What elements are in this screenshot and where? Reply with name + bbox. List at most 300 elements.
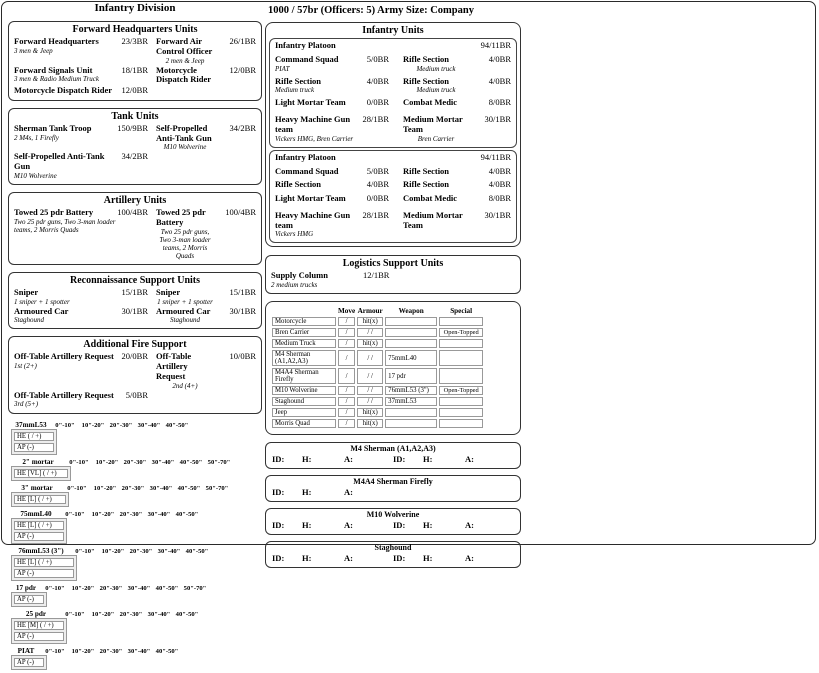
- unit-entry: [275, 55, 359, 73]
- unit-entry: [275, 194, 359, 204]
- vehicle-name-cell: Jeep: [272, 408, 336, 417]
- unit-name: Towed 25 pdr Battery: [14, 207, 94, 218]
- id-label: ID:: [272, 487, 285, 498]
- vehicle-name-cell: M4A4 Sherman Firefly: [272, 368, 336, 384]
- section-title: Reconnaissance Support Units: [69, 274, 201, 286]
- unit-name: Command Squad: [275, 165, 339, 176]
- vehicle-name-cell: M10 Wolverine: [272, 386, 336, 395]
- unit-subtitle: 3 men & Radio Medium Truck: [14, 75, 99, 84]
- unit-section-box: [8, 272, 262, 330]
- range-band-label: 20"-30": [123, 458, 147, 466]
- unit-entry: [148, 37, 214, 65]
- weapon-row: [14, 632, 64, 641]
- range-band-label: 40"-50": [177, 484, 201, 492]
- unit-entry: [271, 271, 363, 289]
- unit-cost: 23/3BR: [121, 36, 148, 46]
- id-field-set[interactable]: [272, 553, 393, 563]
- vehicle-name-cell: Medium Truck: [272, 339, 336, 348]
- unit-row: [14, 352, 256, 389]
- ammo-type-label: AP (-): [14, 595, 44, 604]
- hits-label: H:: [423, 553, 433, 564]
- vehicle-card-title: M10 Wolverine: [366, 510, 420, 520]
- unit-subtitle: PIAT: [275, 64, 290, 73]
- unit-row: [275, 180, 511, 190]
- platoon-box: [269, 38, 517, 148]
- unit-row: [14, 288, 256, 306]
- ammo-type-label: AP (-): [14, 532, 64, 541]
- range-band-label: 10"-20": [81, 421, 105, 429]
- id-label: ID:: [393, 553, 406, 564]
- vehicle-record-card: [265, 541, 521, 568]
- logistics-box: [265, 255, 521, 294]
- unit-name: Self-Propelled Anti-Tank Gun: [156, 122, 212, 143]
- move-cell[interactable]: /: [338, 317, 355, 326]
- special-cell: [439, 368, 483, 384]
- unit-section-box: [8, 336, 262, 413]
- unit-cost: 5/0BR: [366, 165, 389, 176]
- unit-name: Sniper: [156, 286, 181, 297]
- unit-subtitle: Vickers HMG, Bren Carrier: [275, 134, 354, 143]
- vehicle-record-card: [265, 442, 521, 469]
- weapon-bands: [65, 459, 233, 466]
- ammo-type-label: AP (-): [14, 569, 74, 578]
- weapon-header: [11, 584, 262, 592]
- vehicle-row: [272, 408, 483, 417]
- range-band-label: 0"-10": [65, 610, 85, 618]
- weapon-header: [11, 458, 262, 466]
- weapon-cell[interactable]: [385, 317, 437, 326]
- move-cell[interactable]: /: [338, 408, 355, 417]
- vehicle-name-cell: Staghound: [272, 397, 336, 406]
- platoon-header: [275, 41, 511, 51]
- weapon-cell[interactable]: [385, 339, 437, 348]
- unit-name: Rifle Section: [403, 179, 450, 190]
- unit-row: [275, 77, 511, 95]
- range-band-label: 40"-50": [175, 610, 199, 618]
- range-band-label: 30"-40": [127, 584, 151, 592]
- platoon-name: Infantry Platoon: [275, 151, 336, 162]
- range-band-label: 40"-50": [175, 510, 199, 518]
- range-band-label: 30"-40": [151, 458, 175, 466]
- weapon-bands: [71, 548, 211, 555]
- army-summary: 1000 / 57br (Officers: 5) Army Size: Company: [268, 5, 474, 16]
- special-cell: [439, 339, 483, 348]
- ammo-type-label: HE [M] ( / +): [14, 621, 64, 630]
- unit-cost: 30/1BR: [229, 305, 256, 316]
- column-header: Armour: [357, 306, 383, 315]
- unit-row: [14, 307, 256, 325]
- unit-entry: [148, 208, 214, 260]
- unit-name: Armoured Car: [14, 305, 69, 316]
- weapon-cell[interactable]: 76mmL53 (3"): [385, 386, 437, 395]
- vehicle-card-fields: [272, 520, 514, 530]
- weapon-row: [14, 595, 44, 604]
- weapon-row: [14, 469, 68, 478]
- special-cell: [439, 419, 483, 428]
- ammo-type-label: HE [L] ( / +): [14, 558, 74, 567]
- id-field-set[interactable]: [272, 487, 393, 497]
- id-field-set[interactable]: [272, 520, 393, 530]
- range-band-label: 0"-10": [75, 547, 95, 555]
- unit-cost: 4/0BR: [488, 179, 511, 190]
- unit-entry: [14, 307, 116, 325]
- unit-name: Off-Table Artillery Request: [14, 351, 114, 362]
- range-band-label: 0"-10": [69, 458, 89, 466]
- unit-name: Rifle Section: [403, 53, 450, 64]
- column-header: Move: [338, 306, 356, 315]
- section-rows: [14, 37, 256, 96]
- unit-name: Off-Table Artillery Request: [14, 389, 114, 400]
- unit-name: Light Mortar Team: [275, 97, 346, 108]
- vehicle-row: [272, 350, 483, 366]
- special-cell: [439, 397, 483, 406]
- unit-cost: 8/0BR: [488, 97, 511, 108]
- range-band-label: 40"-50": [185, 547, 209, 555]
- unit-entry: [14, 37, 116, 55]
- unit-entry: [148, 288, 214, 306]
- move-cell[interactable]: /: [338, 339, 355, 348]
- weapon-block: [11, 510, 262, 544]
- armour-cell[interactable]: / /: [357, 350, 383, 366]
- armour-cell[interactable]: / /: [357, 397, 383, 406]
- unit-cost: 0/0BR: [366, 97, 389, 108]
- unit-name: Forward Signals Unit: [14, 64, 93, 75]
- unit-name: Forward Headquarters: [14, 36, 99, 46]
- weapon-cell[interactable]: 17 pdr: [385, 368, 437, 384]
- division-title: Infantry Division: [94, 2, 176, 14]
- weapon-row: [14, 658, 44, 667]
- unit-name: Heavy Machine Gun team: [275, 209, 351, 230]
- unit-name: Sherman Tank Troop: [14, 122, 92, 133]
- weapon-fill-table: [11, 592, 47, 607]
- range-band-label: 30"-40": [147, 510, 171, 518]
- unit-entry: [148, 307, 214, 325]
- weapon-row: [14, 432, 54, 441]
- range-band-label: 0"-10": [45, 584, 65, 592]
- range-band-label: 30"-40": [157, 547, 181, 555]
- unit-name: Motorcycle Dispatch Rider: [14, 85, 113, 96]
- section-rows: [14, 124, 256, 180]
- armour-cell[interactable]: / /: [357, 386, 383, 395]
- unit-subtitle: Staghound: [14, 316, 44, 325]
- unit-row: [14, 86, 256, 96]
- header-spacer: [272, 306, 336, 315]
- range-band-label: 50"-70": [205, 484, 229, 492]
- vehicle-card-title: M4A4 Sherman Firefly: [353, 477, 433, 487]
- unit-entry: [14, 208, 116, 234]
- vehicle-record-card: [265, 508, 521, 535]
- unit-subtitle: 1 sniper + 1 spotter: [14, 297, 70, 306]
- weapon-name: PIAT: [17, 646, 35, 655]
- platoon-cost: 94/11BR: [480, 151, 511, 162]
- activation-label: A:: [465, 520, 474, 531]
- unit-row: [14, 124, 256, 152]
- range-band-label: 20"-30": [129, 547, 153, 555]
- range-band-label: 10"-20": [101, 547, 125, 555]
- section-title: Artillery Units: [103, 195, 167, 207]
- weapon-bands: [63, 485, 231, 492]
- weapon-block: [11, 421, 262, 455]
- id-field-set[interactable]: [272, 454, 393, 464]
- ammo-type-label: AP (-): [14, 443, 54, 452]
- armour-cell[interactable]: hit(x): [357, 419, 383, 428]
- unit-name: Combat Medic: [403, 193, 458, 204]
- vehicle-record-card: [265, 475, 521, 502]
- unit-row: [275, 211, 511, 239]
- weapon-block: [11, 458, 262, 481]
- unit-entry: [389, 115, 469, 143]
- weapon-header: [11, 647, 262, 655]
- range-band-label: 30"-40": [147, 610, 171, 618]
- range-band-label: 30"-40": [137, 421, 161, 429]
- unit-name: Light Mortar Team: [275, 193, 346, 204]
- vehicle-card-title: Staghound: [374, 543, 412, 553]
- range-band-label: 20"-30": [99, 584, 123, 592]
- unit-cost: 100/4BR: [117, 207, 148, 218]
- weapon-fill-table: [11, 655, 47, 670]
- id-label: ID:: [393, 520, 406, 531]
- weapon-cell[interactable]: 37mmL53: [385, 397, 437, 406]
- special-cell: Open-Topped: [439, 328, 483, 337]
- unit-subtitle: 3rd (5+): [14, 400, 39, 409]
- weapon-name: 75mmL40: [20, 509, 52, 518]
- armour-cell[interactable]: hit(x): [357, 408, 383, 417]
- range-band-label: 20"-30": [119, 610, 143, 618]
- vehicle-row: [272, 317, 483, 326]
- vehicle-row: [272, 397, 483, 406]
- unit-cost: 30/1BR: [484, 209, 511, 220]
- move-cell[interactable]: /: [338, 419, 355, 428]
- range-band-label: 30"-40": [149, 484, 173, 492]
- vehicle-card-fields: [272, 487, 514, 497]
- weapon-row: [14, 621, 64, 630]
- unit-row: [14, 37, 256, 65]
- vehicle-name-cell: Bren Carrier: [272, 328, 336, 337]
- section-rows: [14, 208, 256, 260]
- unit-cost: 4/0BR: [488, 75, 511, 86]
- special-cell: [439, 408, 483, 417]
- weapon-row: [14, 521, 64, 530]
- unit-entry: [389, 180, 469, 190]
- armour-cell[interactable]: / /: [357, 368, 383, 384]
- unit-section-box: [8, 21, 262, 101]
- unit-cost: 34/2BR: [121, 151, 148, 162]
- hits-label: H:: [423, 520, 433, 531]
- range-band-label: 10"-20": [93, 484, 117, 492]
- range-band-label: 10"-20": [71, 647, 95, 655]
- unit-entry: [275, 115, 359, 143]
- weapon-block: [11, 547, 262, 581]
- unit-cost: 12/0BR: [229, 64, 256, 75]
- unit-entry: [14, 86, 116, 96]
- activation-label: A:: [344, 487, 353, 498]
- unit-subtitle: 1st (2+): [14, 362, 37, 371]
- unit-row: [271, 271, 515, 289]
- platoon-rows: [275, 55, 511, 143]
- weapon-range-tables: [8, 421, 262, 670]
- vehicle-row: [272, 386, 483, 395]
- armour-cell[interactable]: hit(x): [357, 339, 383, 348]
- unit-cost: 150/9BR: [117, 122, 148, 133]
- unit-cost: 5/0BR: [366, 53, 389, 64]
- unit-entry: [275, 211, 359, 239]
- unit-name: Heavy Machine Gun team: [275, 114, 351, 134]
- section-title: Tank Units: [111, 110, 159, 122]
- left-column: [8, 2, 262, 673]
- move-cell[interactable]: /: [338, 328, 355, 337]
- unit-entry: [275, 77, 359, 95]
- weapon-row: [14, 443, 54, 452]
- weapon-name: 37mmL53: [15, 420, 47, 429]
- weapon-name: 2" mortar: [22, 457, 54, 466]
- ammo-type-label: AP (-): [14, 658, 44, 667]
- unit-entry: [389, 211, 469, 231]
- unit-entry: [275, 167, 359, 177]
- unit-name: Medium Mortar Team: [403, 114, 463, 134]
- range-band-label: 40"-50": [165, 421, 189, 429]
- ammo-type-label: HE [L] ( / +): [14, 521, 64, 530]
- column-header: Special: [450, 306, 473, 315]
- armour-cell[interactable]: / /: [357, 328, 383, 337]
- unit-cost: 20/0BR: [121, 351, 148, 362]
- weapon-cell[interactable]: [385, 408, 437, 417]
- unit-cost: 100/4BR: [225, 207, 256, 218]
- range-band-label: 50"-70": [183, 584, 207, 592]
- armour-cell[interactable]: hit(x): [357, 317, 383, 326]
- id-label: ID:: [272, 520, 285, 531]
- unit-row: [275, 55, 511, 73]
- vehicle-name-cell: M4 Sherman (A1,A2,A3): [272, 350, 336, 366]
- platoon-name: Infantry Platoon: [275, 40, 336, 50]
- id-label: ID:: [393, 454, 406, 465]
- infantry-units-box: [265, 22, 521, 247]
- unit-name: Combat Medic: [403, 97, 458, 108]
- ammo-type-label: HE ( / +): [14, 432, 54, 441]
- weapon-fill-table: [11, 492, 69, 507]
- weapon-header: [11, 421, 262, 429]
- move-cell[interactable]: /: [338, 397, 355, 406]
- range-band-label: 0"-10": [45, 647, 65, 655]
- left-sections: [8, 21, 262, 414]
- weapon-bands: [61, 511, 201, 518]
- range-band-label: 20"-30": [109, 421, 133, 429]
- weapon-name: 3" mortar: [21, 483, 53, 492]
- unit-cost: 12/0BR: [121, 85, 148, 96]
- range-band-label: 0"-10": [55, 421, 75, 429]
- unit-subtitle: Medium truck: [416, 86, 456, 95]
- weapon-name: 76mmL53 (3"): [18, 546, 64, 555]
- weapon-row: [14, 558, 74, 567]
- unit-cost: 5/0BR: [125, 389, 148, 400]
- hits-label: H:: [302, 454, 312, 465]
- unit-cost: 28/1BR: [362, 209, 389, 220]
- unit-name: Rifle Section: [275, 179, 322, 190]
- unit-name: Forward Air Control Officer: [156, 36, 213, 56]
- unit-cost: 18/1BR: [121, 64, 148, 75]
- unit-subtitle: M10 Wolverine: [14, 171, 57, 180]
- unit-row: [275, 194, 511, 204]
- unit-entry: [148, 66, 214, 86]
- id-field-set[interactable]: [393, 553, 514, 563]
- vehicle-stats-box: [265, 301, 521, 435]
- unit-name: Rifle Section: [403, 75, 450, 86]
- platoon-list: [269, 38, 517, 243]
- section-rows: [14, 288, 256, 325]
- unit-cost: 0/0BR: [366, 193, 389, 204]
- vehicle-card-fields: [272, 553, 514, 563]
- weapon-bands: [41, 585, 209, 592]
- id-field-set[interactable]: [393, 454, 514, 464]
- weapon-bands: [41, 648, 181, 655]
- unit-entry: [14, 288, 116, 306]
- unit-cost: 34/2BR: [229, 122, 256, 133]
- weapon-header: [11, 510, 262, 518]
- unit-section-box: [8, 108, 262, 185]
- unit-cost: 8/0BR: [488, 193, 511, 204]
- vehicle-name-cell: Motorcycle: [272, 317, 336, 326]
- ammo-type-label: AP (-): [14, 632, 64, 641]
- unit-subtitle: 3 men & Jeep: [14, 46, 53, 55]
- activation-label: A:: [344, 553, 353, 564]
- vehicle-card-title: M4 Sherman (A1,A2,A3): [350, 444, 436, 454]
- unit-cost: 4/0BR: [488, 53, 511, 64]
- ammo-type-label: HE [L] ( / +): [14, 495, 66, 504]
- move-cell[interactable]: /: [338, 368, 355, 384]
- platoon-box: [269, 150, 517, 244]
- unit-subtitle: 2 M4s, 1 Firefly: [14, 133, 59, 142]
- unit-entry: [148, 352, 214, 389]
- range-band-label: 10"-20": [91, 610, 115, 618]
- unit-row: [14, 208, 256, 260]
- id-label: ID:: [272, 553, 285, 564]
- weapon-block: [11, 484, 262, 507]
- unit-entry: [14, 124, 116, 142]
- weapon-fill-table: [11, 429, 57, 455]
- activation-label: A:: [465, 553, 474, 564]
- unit-entry: [389, 194, 469, 204]
- unit-row: [275, 98, 511, 108]
- logistics-rows: [271, 271, 515, 289]
- unit-cost: 28/1BR: [362, 114, 389, 125]
- platoon-rows: [275, 167, 511, 239]
- section-title: Forward Headquarters Units: [72, 24, 198, 35]
- range-band-label: 40"-50": [179, 458, 203, 466]
- unit-entry: [14, 152, 116, 180]
- move-cell[interactable]: /: [338, 350, 355, 366]
- weapon-cell[interactable]: 75mmL40: [385, 350, 437, 366]
- hits-label: H:: [302, 487, 312, 498]
- move-cell[interactable]: /: [338, 386, 355, 395]
- vehicle-row: [272, 368, 483, 384]
- unit-subtitle: Bren Carrier: [417, 134, 455, 143]
- unit-entry: [148, 124, 214, 152]
- weapon-row: [14, 532, 64, 541]
- unit-row: [14, 152, 256, 180]
- unit-name: Self-Propelled Anti-Tank Gun: [14, 151, 105, 172]
- unit-row: [14, 391, 256, 409]
- id-field-set[interactable]: [393, 520, 514, 530]
- vehicle-card-fields: [272, 454, 514, 464]
- weapon-cell[interactable]: [385, 328, 437, 337]
- unit-cost: 12/1BR: [363, 270, 390, 281]
- unit-entry: [389, 98, 469, 108]
- right-column: [265, 2, 521, 574]
- hits-label: H:: [423, 454, 433, 465]
- section-rows: [14, 352, 256, 408]
- unit-cost: 30/1BR: [484, 114, 511, 125]
- infantry-units-title: Infantry Units: [362, 25, 424, 36]
- weapon-cell[interactable]: [385, 419, 437, 428]
